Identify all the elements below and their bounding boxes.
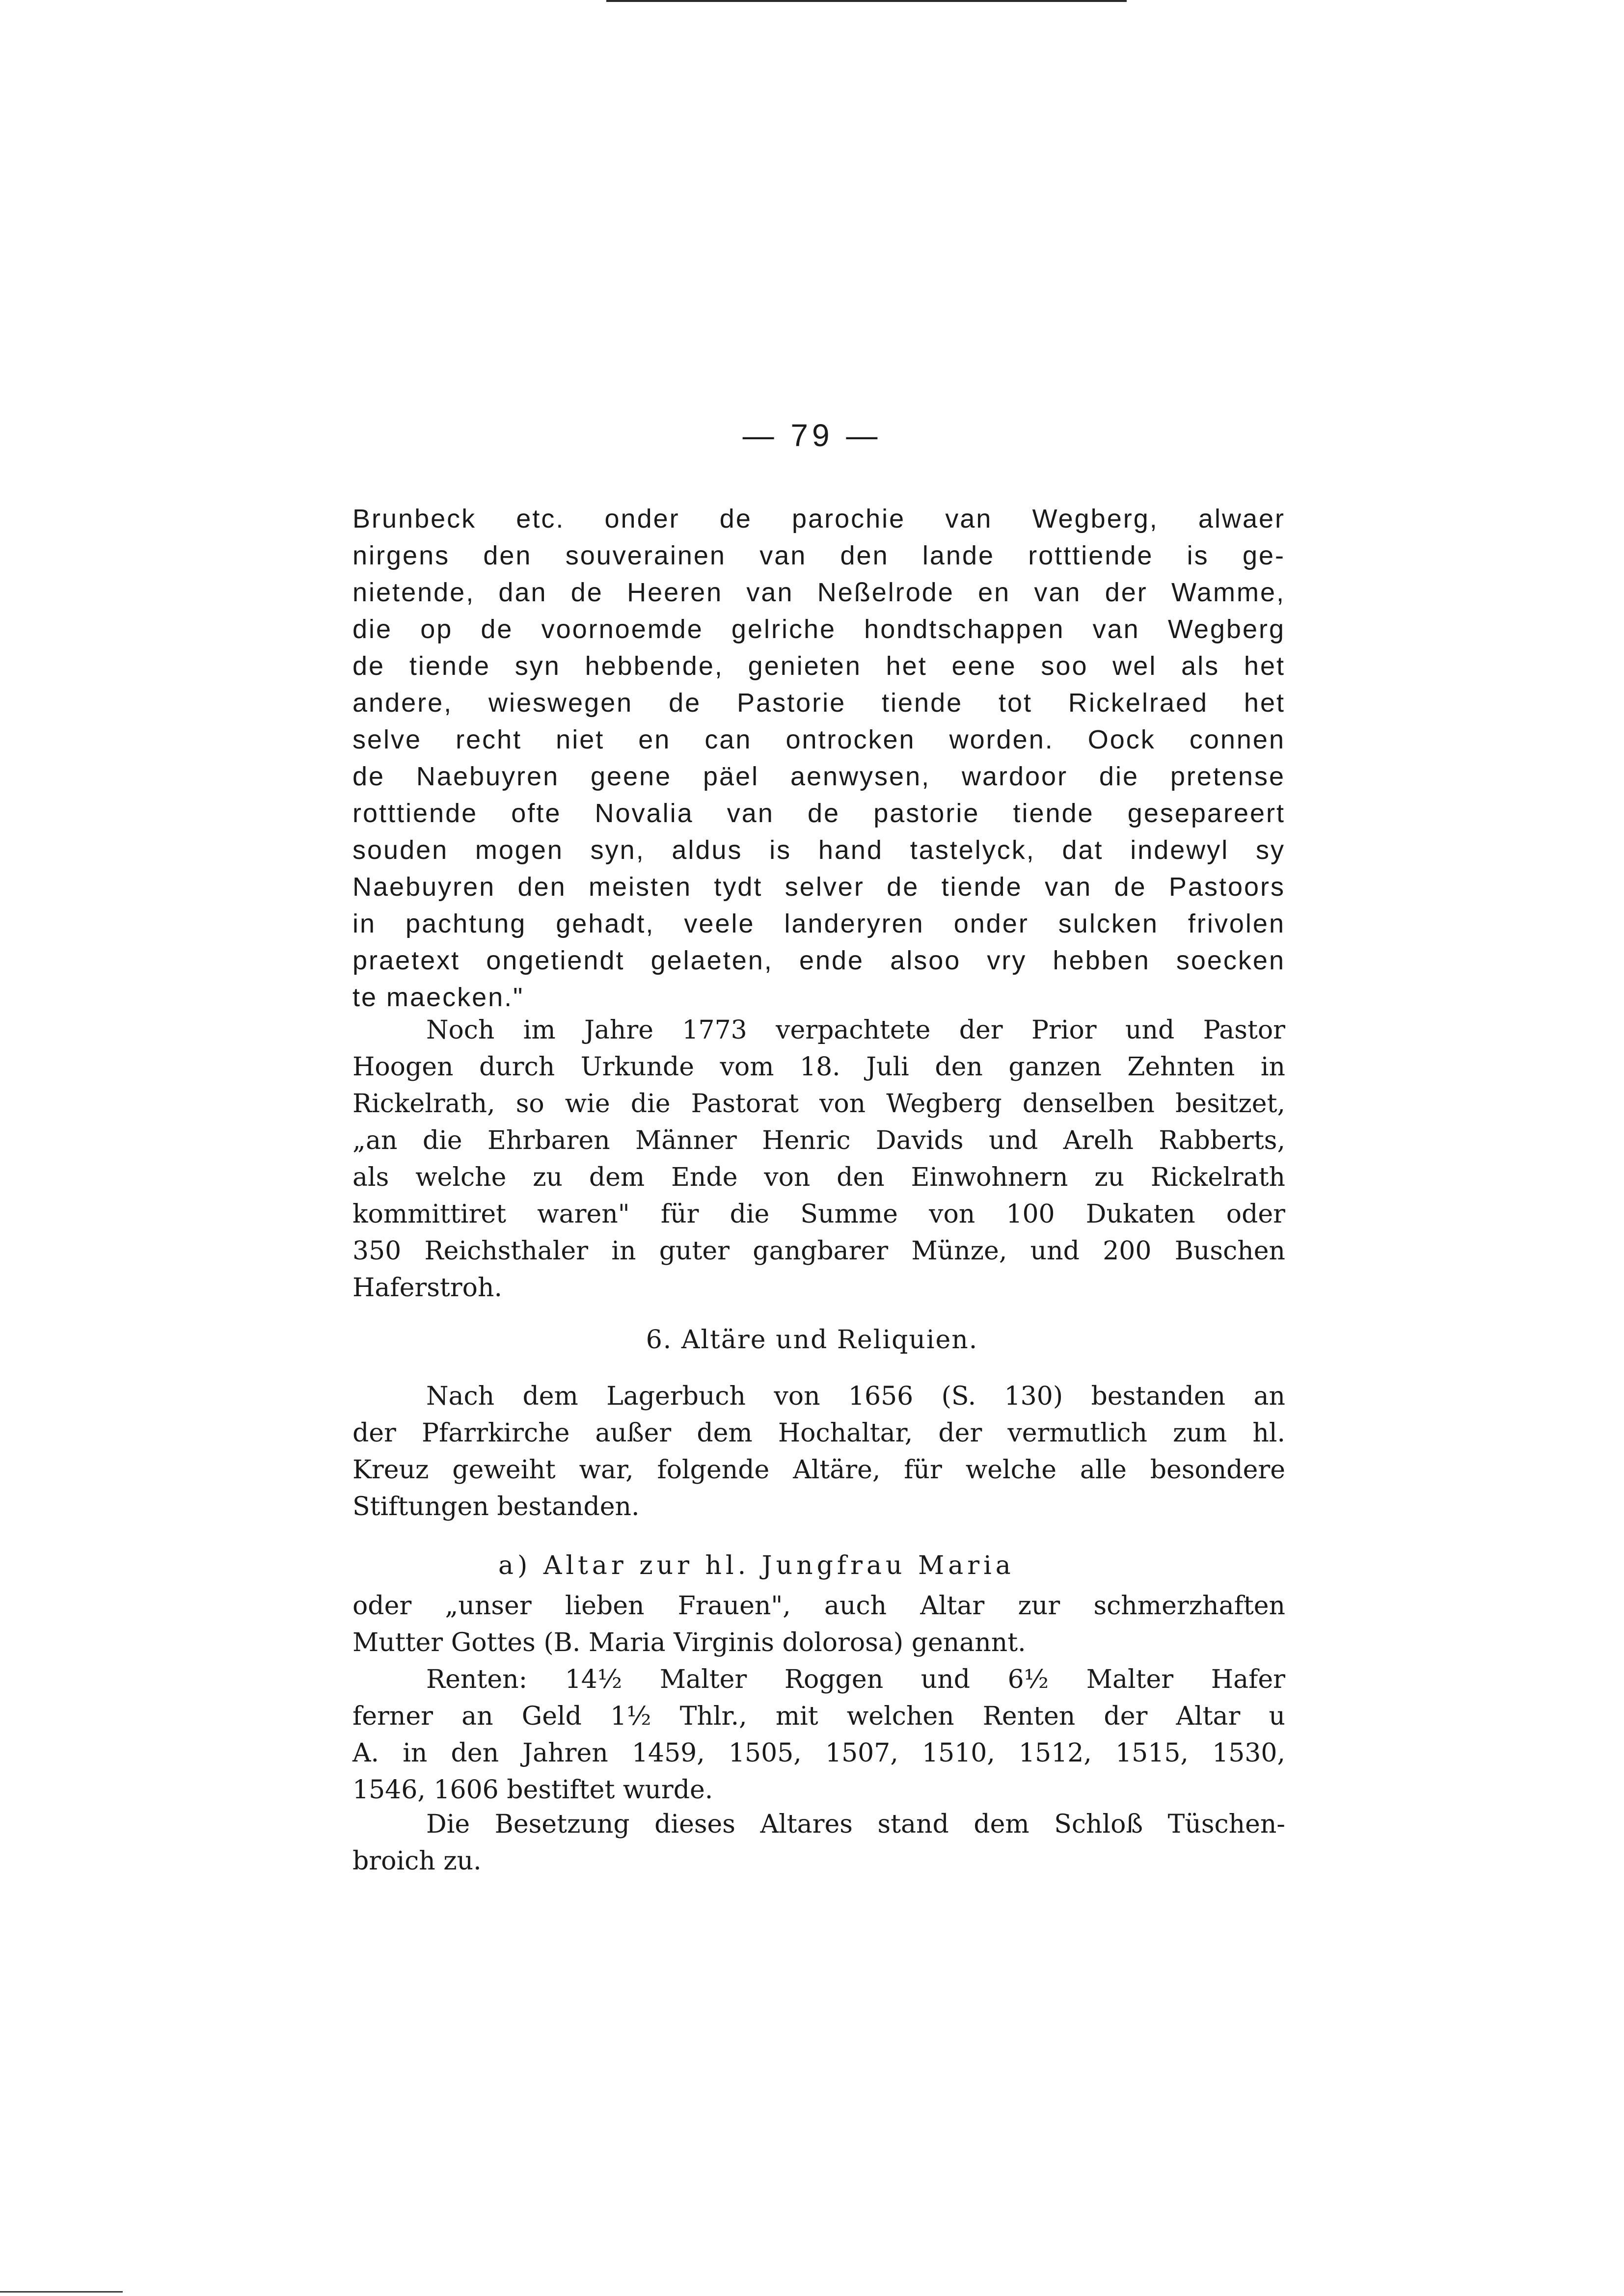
text-line: broich zu.: [352, 1846, 482, 1876]
text-line: de Naebuyren geene päel aenwysen, wardoor die pretense: [352, 762, 1285, 791]
text-line: de tiende syn hebbende, genieten het eene soo wel als het: [352, 651, 1285, 681]
text-line: te maecken.": [352, 983, 524, 1012]
text-line: souden mogen syn, aldus is hand tastelyck, dat indewyl sy: [352, 835, 1285, 865]
text-line: Die Besetzung dieses Altares stand dem Schloß Tüschen-: [426, 1810, 1285, 1839]
text-line: in pachtung gehadt, veele landeryren onder sulcken frivolen: [352, 909, 1285, 938]
text-line: ferner an Geld 1½ Thlr., mit welchen Renten der Altar u: [352, 1702, 1285, 1731]
altars-paragraph: [352, 1378, 1285, 1525]
text-line: Rickelrath, so wie die Pastorat von Wegberg denselben besitzet,: [352, 1089, 1285, 1119]
appointment-paragraph: [352, 1806, 1285, 1880]
text-line: Kreuz geweiht war, folgende Altäre, für welche alle besondere: [352, 1455, 1285, 1485]
text-line: Naebuyren den meisten tydt selver de tiende van de Pastoors: [352, 872, 1285, 902]
text-line: Mutter Gottes (B. Maria Virginis dolorosa) genannt.: [352, 1628, 1026, 1657]
text-line: Brunbeck etc. onder de parochie van Wegberg, alwaer: [352, 504, 1285, 534]
altar-subheading: a) Altar zur hl. Jungfrau Maria: [498, 1551, 1015, 1580]
text-line: Hoogen durch Urkunde vom 18. Juli den ganzen Zehnten in: [352, 1052, 1285, 1082]
scan-edge-mark: [0, 2291, 123, 2293]
text-line: Stiftungen bestanden.: [352, 1492, 640, 1522]
section-heading: 6. Altäre und Reliquien.: [646, 1325, 978, 1355]
text-line: nirgens den souverainen van den lande rotttiende is ge-: [352, 541, 1285, 570]
lease-paragraph: [352, 1012, 1285, 1307]
dutch-quote-paragraph: [352, 501, 1285, 1016]
text-line: nietende, dan de Heeren van Neßelrode en van der Wamme,: [352, 578, 1285, 607]
text-line: praetext ongetiendt gelaeten, ende alsoo vry hebben soecken: [352, 946, 1285, 975]
text-line: rotttiende ofte Novalia van de pastorie tiende gesepareert: [352, 799, 1285, 828]
text-line: andere, wieswegen de Pastorie tiende tot Rickelraed het: [352, 688, 1285, 718]
text-line: A. in den Jahren 1459, 1505, 1507, 1510, 1512, 1515, 1530,: [352, 1738, 1285, 1768]
text-line: als welche zu dem Ende von den Einwohnern zu Rickelrath: [352, 1163, 1285, 1192]
text-line: kommittiret waren" für die Summe von 100 Dukaten oder: [352, 1200, 1285, 1229]
text-line: Renten: 14½ Malter Roggen und 6½ Malter Hafer: [426, 1665, 1285, 1694]
altar-alias-paragraph: [352, 1588, 1285, 1661]
text-line: „an die Ehrbaren Männer Henric Davids und Arelh Rabberts,: [352, 1126, 1285, 1155]
page-number: — 79 —: [742, 418, 882, 453]
text-line: 1546, 1606 bestiftet wurde.: [352, 1775, 713, 1805]
text-line: Haferstroh.: [352, 1273, 502, 1303]
text-line: 350 Reichsthaler in guter gangbarer Münze, und 200 Buschen: [352, 1236, 1285, 1266]
top-rule: [606, 0, 1127, 2]
text-line: oder „unser lieben Frauen", auch Altar zur schmerzhaften: [352, 1591, 1285, 1621]
text-line: der Pfarrkirche außer dem Hochaltar, der vermutlich zum hl.: [352, 1418, 1285, 1448]
text-line: selve recht niet en can ontrocken worden. Oock connen: [352, 725, 1285, 754]
text-line: die op de voornoemde gelriche hondtschappen van Wegberg: [352, 614, 1285, 644]
rents-paragraph: [352, 1661, 1285, 1809]
text-line: Noch im Jahre 1773 verpachtete der Prior und Pastor: [426, 1015, 1285, 1045]
text-line: Nach dem Lagerbuch von 1656 (S. 130) bestanden an: [426, 1382, 1285, 1411]
